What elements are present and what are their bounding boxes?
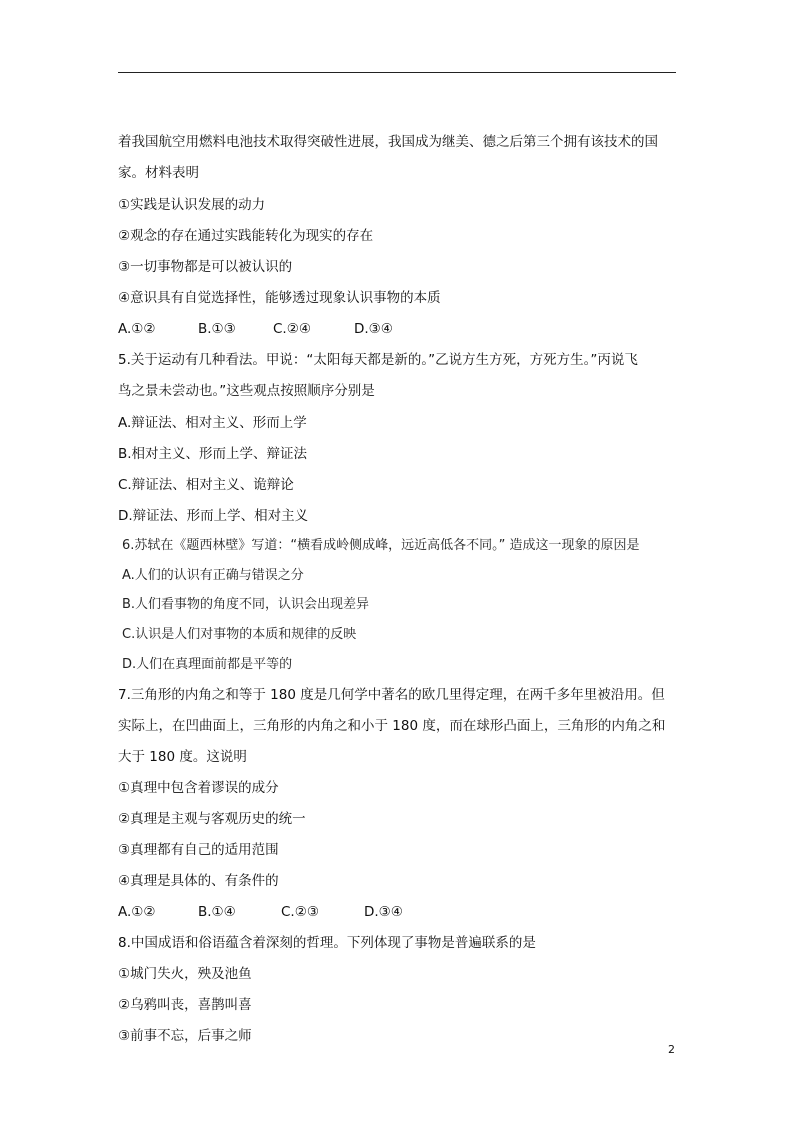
q5-option-d: D.辩证法、形而上学、相对主义 bbox=[118, 508, 309, 524]
page-number: 2 bbox=[668, 1043, 675, 1056]
q6-option-a: A.人们的认识有正确与错误之分 bbox=[122, 568, 304, 583]
q8-item-1: ①城门失火，殃及池鱼 bbox=[118, 966, 252, 982]
q8-item-3: ③前事不忘，后事之师 bbox=[118, 1028, 252, 1044]
q7-stem-line-3: 大于 180 度。这说明 bbox=[118, 749, 247, 765]
q7-item-2: ②真理是主观与客观历史的统一 bbox=[118, 811, 306, 827]
q4-option-a: A.①② bbox=[118, 321, 156, 337]
q4-options bbox=[118, 320, 393, 338]
q4-option-b: B.①③ bbox=[198, 321, 236, 337]
q7-stem-line-1: 7.三角形的内角之和等于 180 度是几何学中著名的欧几里得定理，在两千多年里被沿用。但 bbox=[118, 687, 665, 703]
intro-line-2: 家。材料表明 bbox=[118, 165, 199, 181]
q4-item-2: ②观念的存在通过实践能转化为现实的存在 bbox=[118, 228, 374, 244]
intro-line-1: 着我国航空用燃料电池技术取得突破性进展，我国成为继美、德之后第三个拥有该技术的国 bbox=[118, 134, 658, 150]
header-rule bbox=[118, 72, 676, 73]
q4-option-d: D.③④ bbox=[354, 321, 393, 337]
q5-option-a: A.辩证法、相对主义、形而上学 bbox=[118, 415, 307, 431]
q6-option-c: C.认识是人们对事物的本质和规律的反映 bbox=[122, 627, 357, 642]
q5-option-b: B.相对主义、形而上学、辩证法 bbox=[118, 446, 308, 462]
q7-options bbox=[118, 903, 403, 921]
q7-item-1: ①真理中包含着谬误的成分 bbox=[118, 780, 279, 796]
q7-option-b: B.①④ bbox=[198, 904, 236, 920]
q5-option-c: C.辩证法、相对主义、诡辩论 bbox=[118, 477, 294, 493]
q5-stem-line-1: 5.关于运动有几种看法。甲说：“太阳每天都是新的。”乙说方生方死，方死方生。”丙说飞 bbox=[118, 352, 638, 368]
q8-stem: 8.中国成语和俗语蕴含着深刻的哲理。下列体现了事物是普遍联系的是 bbox=[118, 935, 536, 951]
q7-item-3: ③真理都有自己的适用范围 bbox=[118, 842, 279, 858]
q7-option-c: C.②③ bbox=[281, 904, 319, 920]
q4-item-4: ④意识具有自觉选择性，能够透过现象认识事物的本质 bbox=[118, 290, 441, 306]
q8-item-2: ②乌鸦叫丧，喜鹊叫喜 bbox=[118, 997, 252, 1013]
q7-item-4: ④真理是具体的、有条件的 bbox=[118, 873, 279, 889]
q4-item-1: ①实践是认识发展的动力 bbox=[118, 197, 266, 213]
q4-option-c: C.②④ bbox=[273, 321, 311, 337]
q4-item-3: ③一切事物都是可以被认识的 bbox=[118, 259, 293, 275]
q7-stem-line-2: 实际上，在凹曲面上，三角形的内角之和小于 180 度，而在球形凸面上，三角形的内角之和 bbox=[118, 718, 666, 734]
q7-option-d: D.③④ bbox=[364, 904, 403, 920]
q6-stem: 6.苏轼在《题西林壁》写道：“横看成岭侧成峰，远近高低各不同。” 造成这一现象的原因是 bbox=[122, 538, 640, 553]
q6-option-d: D.人们在真理面前都是平等的 bbox=[122, 657, 293, 672]
q7-option-a: A.①② bbox=[118, 904, 156, 920]
q5-stem-line-2: 鸟之景未尝动也。”这些观点按照顺序分别是 bbox=[118, 383, 375, 399]
q6-option-b: B.人们看事物的角度不同，认识会出现差异 bbox=[122, 597, 370, 612]
